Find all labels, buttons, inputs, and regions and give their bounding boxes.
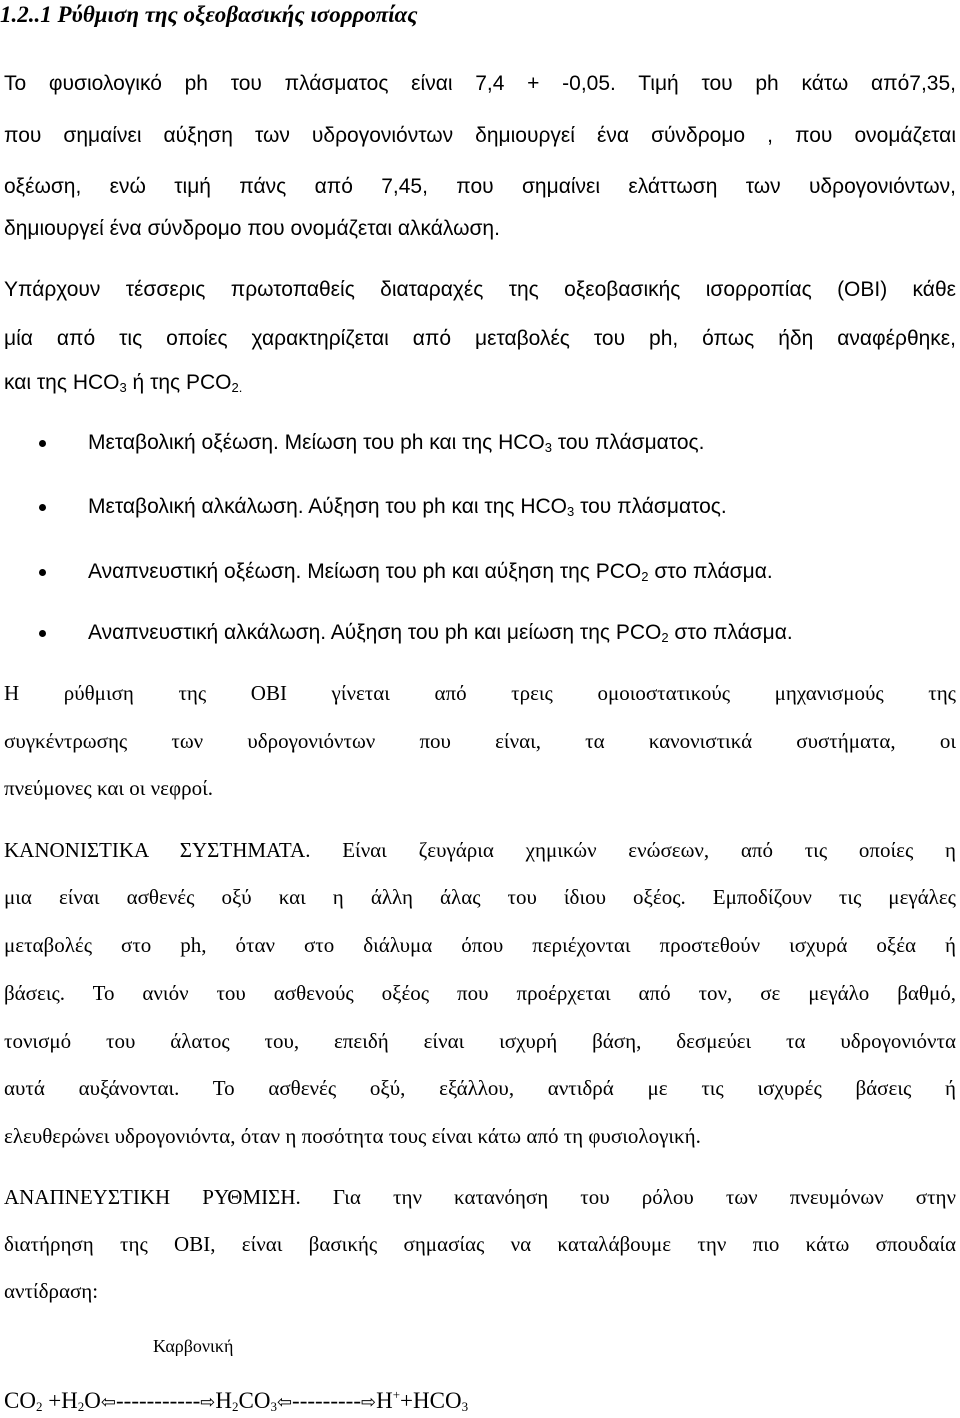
para5-line1: ΑΝΑΠΝΕΥΣΤΙΚΗ ΡΥΘΜΙΣΗ. Για την κατανόηση του ρόλου των πνευμόνων στην <box>4 1185 956 1209</box>
para1-line1: Το φυσιολογικό ph του πλάσματος είναι 7,4 + -0,05. Τιμή του ph κάτω από7,35, <box>4 72 956 95</box>
para4-line2: μια είναι ασθενές οξύ και η άλλη άλας του ίδιου οξέος. Εμποδίζουν τις μεγάλες <box>4 885 956 909</box>
para3-line2: συγκέντρωσης των υδρογονιόντων που είναι, τα κανονιστικά συστήματα, οι <box>4 729 956 753</box>
chemical-equation: $CO_2$ $+H_2O⇦-----------⇨H_2CO_3⇦---------⇨H^++HCO_3$ <box>4 1387 469 1414</box>
section-title: 1.2..1 Ρύθμιση της οξεοβασικής ισορροπίας <box>0 2 418 27</box>
pco2-subscript: 2. <box>231 380 243 395</box>
bullet-icon <box>39 630 46 637</box>
equation-label: Καρβονική <box>153 1336 234 1356</box>
para2-line2: μία από τις οποίες χαρακτηρίζεται από μεταβολές του ph, όπως ήδη αναφέρθηκε, <box>4 327 956 350</box>
para4-line6: αυτά αυξάνονται. Το ασθενές οξύ, εξάλλου, αντιδρά με τις ισχυρές βάσεις ή <box>4 1076 956 1100</box>
para5-line3: αντίδραση: <box>4 1279 99 1303</box>
bullet-text: Αναπνευστική οξέωση. Μείωση του ph και αύξηση της $PCO_2$ στο πλάσμα. <box>88 560 773 584</box>
bullet-icon <box>39 504 46 511</box>
para3-line1: Η ρύθμιση της ΟΒΙ γίνεται από τρεις ομοιοστατικούς μηχανισμούς της <box>4 681 956 705</box>
para1-line3: οξέωση, ενώ τιμή πάνς από 7,45, που σημαίνει ελάττωση των υδρογονιόντων, <box>4 175 956 198</box>
hco3-subscript: 3 <box>119 380 127 395</box>
arrow-left-icon: ⇦ <box>100 1392 117 1413</box>
para2-line3-mid: ή της PCO <box>126 371 232 394</box>
bullet-text: Μεταβολική αλκάλωση. Αύξηση του ph και της $HCO_3$ του πλάσματος. <box>88 495 727 519</box>
para5-line2: διατήρηση της ΟΒΙ, είναι βασικής σημασίας να καταλάβουμε την πιο κάτω σπουδαία <box>4 1232 956 1256</box>
para3-line3: πνεύμονες και οι νεφροί. <box>4 776 213 800</box>
para4-line4: βάσεις. Το ανιόν του ασθενούς οξέος που προέρχεται από τον, σε μεγάλο βαθμό, <box>4 981 956 1005</box>
para2-line3 <box>4 372 242 393</box>
para4-line1: ΚΑΝΟΝΙΣΤΙΚΑ ΣΥΣΤΗΜΑΤΑ. Είναι ζευγάρια χημικών ενώσεων, από τις οποίες η <box>4 838 956 862</box>
para2-line3-text: και της HCO <box>4 371 120 394</box>
bullet-text: Αναπνευστική αλκάλωση. Αύξηση του ph και μείωση της $PCO_2$ στο πλάσμα. <box>88 621 793 645</box>
para4-line5: τονισμό του άλατος του, επειδή είναι ισχυρή βάση, δεσμεύει τα υδρογονιόντα <box>4 1029 956 1053</box>
para4-line7: ελευθερώνει υδρογονιόντα, όταν η ποσότητα τους είναι κάτω από τη φυσιολογική. <box>4 1124 701 1148</box>
bullet-icon <box>39 440 46 447</box>
para1-line2: που σημαίνει αύξηση των υδρογονιόντων δημιουργεί ένα σύνδρομο , που ονομάζεται <box>4 124 956 147</box>
para1-line4: δημιουργεί ένα σύνδρομο που ονομάζεται αλκάλωση. <box>4 217 500 240</box>
para2-line1: Υπάρχουν τέσσερις πρωτοπαθείς διαταραχές της οξεοβασικής ισορροπίας (ΟΒΙ) κάθε <box>4 278 956 301</box>
bullet-icon <box>39 569 46 576</box>
para4-line3: μεταβολές στο ph, όταν στο διάλυμα όπου περιέχονται προστεθούν ισχυρά οξέα ή <box>4 933 956 957</box>
arrow-right-icon: ⇨ <box>360 1392 377 1413</box>
bullet-text: Μεταβολική οξέωση. Μείωση του ph και της $HCO_3$ του πλάσματος. <box>88 431 705 455</box>
arrow-left-icon: ⇦ <box>276 1392 293 1413</box>
arrow-right-icon: ⇨ <box>200 1392 216 1413</box>
